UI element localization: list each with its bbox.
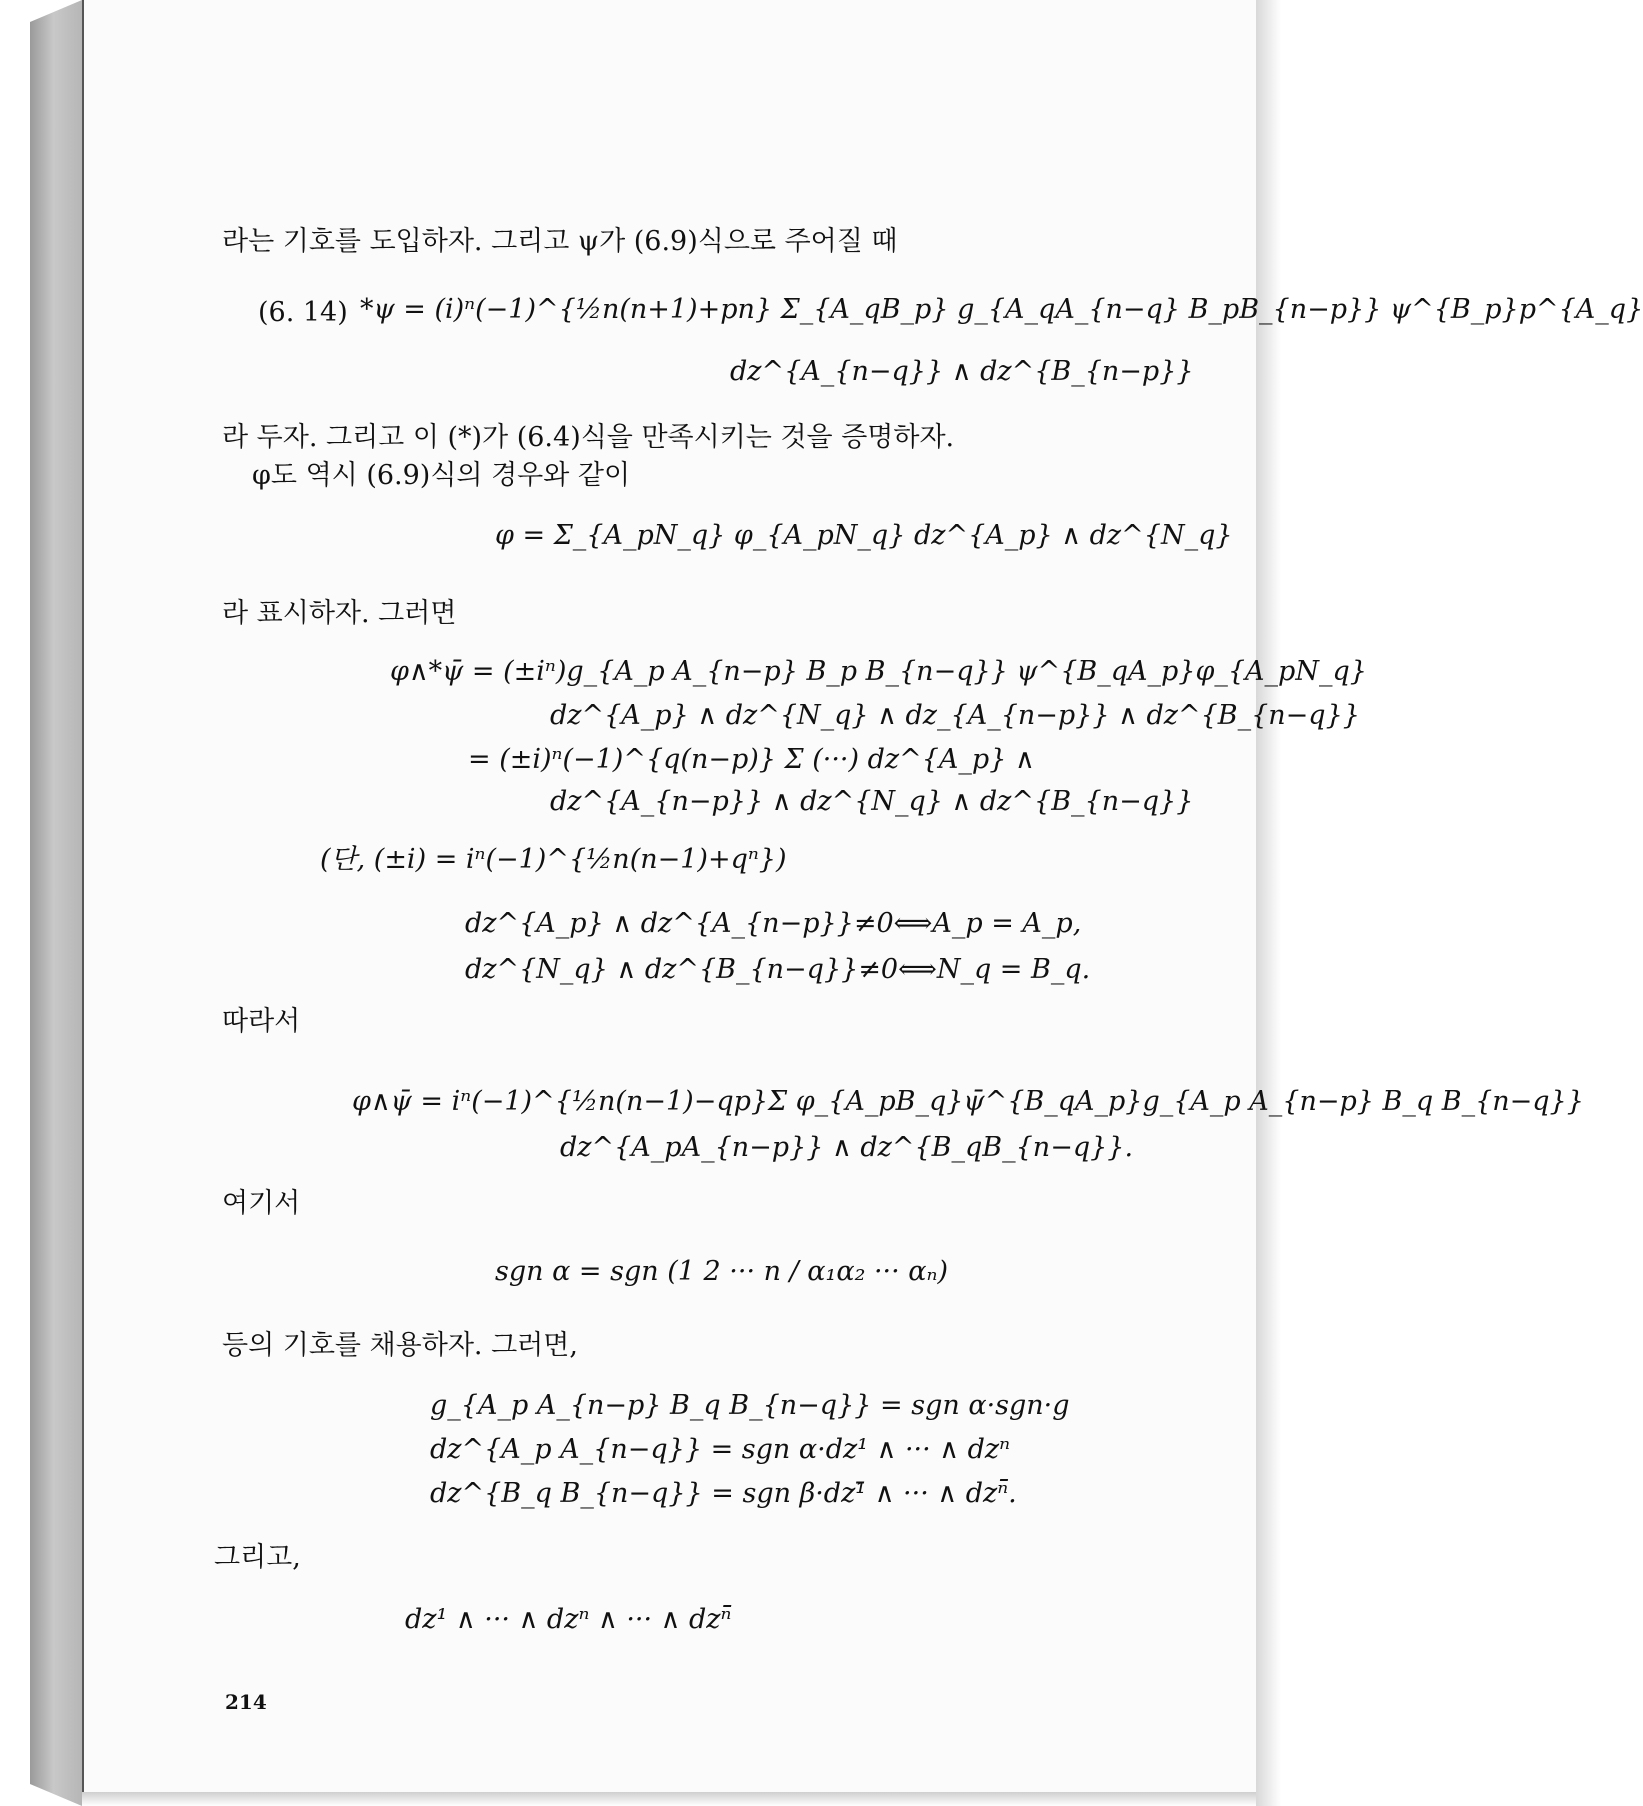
equation-2-line-4: dz^{A_{n−p}} ∧ dz^{N_q} ∧ dz^{B_{n−q}} [550,786,1194,817]
book-spine-edge [30,0,82,1806]
equation-6-14-line-2: dz^{A_{n−q}} ∧ dz^{B_{n−p}} [730,356,1194,387]
text-line-4: 라 표시하자. 그러면 [222,598,457,629]
equation-2-line-3: = (±i)ⁿ(−1)^{q(n−p)} Σ (···) dz^{A_p} ∧ [468,744,1035,775]
equation-6: dz¹ ∧ ··· ∧ dzⁿ ∧ ··· ∧ dzⁿ̄ [405,1604,732,1635]
equation-2-line-1: φ∧*ψ̄ = (±iⁿ)g_{A_p A_{n−p} B_p B_{n−q}} ψ^{B_qA_p}φ_{A_pN_q} [390,656,1367,687]
equation-sgn: sgn α = sgn (1 2 ··· n / α₁α₂ ··· αₙ) [495,1256,949,1287]
equation-6-14-line-1: *ψ = (i)ⁿ(−1)^{½n(n+1)+pn} Σ_{A_qB_p} g_{A_qA_{n−q} B_pB_{n−p}} ψ^{B_p}p^{A_q} [360,294,1643,325]
page-shadow-right [1256,0,1281,1806]
text-line-1: 라는 기호를 도입하자. 그리고 ψ가 (6.9)식으로 주어질 때 [222,226,898,257]
text-line-8: 그리고, [214,1542,301,1573]
text-line-6: 여기서 [222,1188,301,1219]
text-line-2: 라 두자. 그리고 이 (*)가 (6.4)식을 만족시키는 것을 증명하자. [222,422,955,453]
equation-3-line-1: dz^{A_p} ∧ dz^{A_{n−p}}≠0⟺A_p = A_p, [465,908,1082,939]
text-line-7: 등의 기호를 채용하자. 그러면, [222,1330,578,1361]
equation-5-line-2: dz^{A_p A_{n−q}} = sgn α·dz¹ ∧ ··· ∧ dzⁿ [430,1434,1011,1465]
equation-5-line-1: g_{A_p A_{n−p} B_q B_{n−q}} = sgn α·sgn·g [430,1390,1070,1421]
equation-phi: φ = Σ_{A_pN_q} φ_{A_pN_q} dz^{A_p} ∧ dz^{N_q} [495,520,1233,551]
equation-4-line-2: dz^{A_pA_{n−p}} ∧ dz^{B_qB_{n−q}}. [560,1132,1134,1163]
page-number: 214 [225,1690,267,1714]
text-line-5: 따라서 [222,1006,301,1037]
equation-label-6-14: (6. 14) [258,297,348,328]
equation-2-line-2: dz^{A_p} ∧ dz^{N_q} ∧ dz_{A_{n−p}} ∧ dz^{B_{n−q}} [550,700,1360,731]
book-page [82,0,1256,1806]
text-line-3: φ도 역시 (6.9)식의 경우와 같이 [252,460,631,491]
equation-3-line-2: dz^{N_q} ∧ dz^{B_{n−q}}≠0⟺N_q = B_q. [465,954,1091,985]
page-shadow-bottom [82,1792,1256,1806]
equation-condition: (단, (±i) = iⁿ(−1)^{½n(n−1)+qⁿ}) [320,844,787,875]
equation-5-line-3: dz^{B_q B_{n−q}} = sgn β·dz¹̄ ∧ ··· ∧ dzⁿ̄. [430,1478,1017,1509]
equation-4-line-1: φ∧ψ̄ = iⁿ(−1)^{½n(n−1)−qp}Σ φ_{A_pB_q}ψ̄^{B_qA_p}g_{A_p A_{n−p} B_q B_{n−q}} [352,1086,1584,1117]
